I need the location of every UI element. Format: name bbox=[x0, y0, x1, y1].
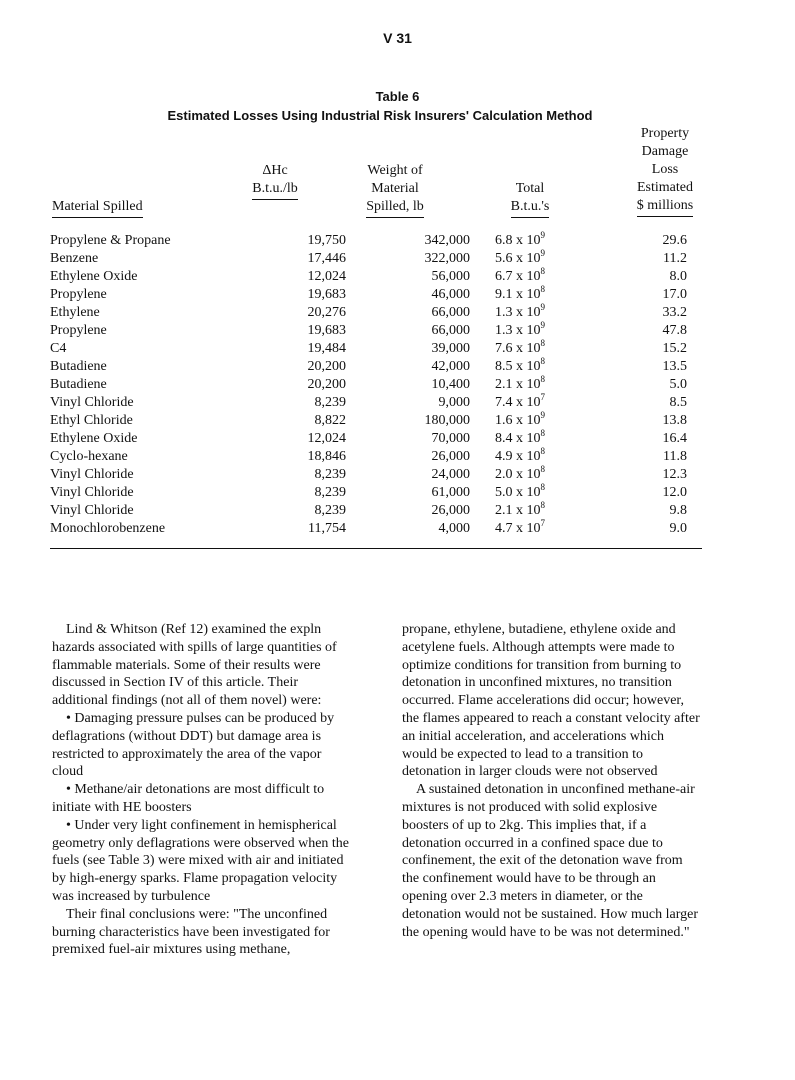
cell-total-mantissa: 2.1 x 10 bbox=[495, 377, 541, 392]
body-paragraph: Lind & Whitson (Ref 12) examined the expln hazards associated with spills of large quantities of flammable materials. Some of their results were discussed in Section IV of this article. Their additional findings (not all of them novel) were: bbox=[52, 622, 337, 709]
header-dh-symbol: ΔHc bbox=[262, 163, 288, 178]
cell-weight: 56,000 bbox=[431, 269, 470, 284]
cell-loss: 9.8 bbox=[669, 503, 687, 518]
cell-total-exponent: 9 bbox=[540, 410, 545, 420]
table-row bbox=[50, 322, 710, 340]
table-row bbox=[50, 412, 710, 430]
cell-weight: 66,000 bbox=[431, 323, 470, 338]
cell-material: Butadiene bbox=[50, 359, 107, 374]
cell-total-mantissa: 5.6 x 10 bbox=[495, 251, 541, 266]
cell-weight: 24,000 bbox=[431, 467, 470, 482]
cell-material: Propylene & Propane bbox=[50, 233, 171, 248]
cell-total-exponent: 8 bbox=[540, 428, 545, 438]
cell-loss: 11.8 bbox=[663, 449, 687, 464]
body-column-right bbox=[402, 621, 702, 941]
header-loss-line1: Property bbox=[640, 126, 690, 141]
cell-loss: 17.0 bbox=[662, 287, 687, 302]
cell-total-btu bbox=[495, 304, 545, 322]
cell-total-btu bbox=[495, 340, 545, 358]
cell-total-exponent: 9 bbox=[540, 248, 545, 258]
table-row bbox=[50, 268, 710, 286]
cell-heat-of-combustion: 19,683 bbox=[307, 287, 346, 302]
cell-total-mantissa: 4.9 x 10 bbox=[495, 449, 541, 464]
body-paragraph: • Under very light confinement in hemispherical geometry only deflagrations were observed when the fuels (see Table 3) were mixed with air and initiated by high-energy sparks. Flame propagation velocity was increased by turbulence bbox=[52, 817, 350, 904]
cell-total-btu bbox=[495, 268, 545, 286]
header-dh-unit: B.t.u./lb bbox=[252, 180, 298, 200]
table-title: Estimated Losses Using Industrial Risk Insurers' Calculation Method bbox=[167, 108, 593, 123]
cell-loss: 9.0 bbox=[669, 521, 687, 536]
cell-loss: 29.6 bbox=[662, 233, 687, 248]
cell-total-mantissa: 2.0 x 10 bbox=[495, 467, 541, 482]
cell-loss: 11.2 bbox=[663, 251, 687, 266]
cell-heat-of-combustion: 8,239 bbox=[314, 503, 346, 518]
cell-heat-of-combustion: 20,200 bbox=[307, 359, 346, 374]
cell-weight: 4,000 bbox=[438, 521, 470, 536]
cell-weight: 46,000 bbox=[431, 287, 470, 302]
cell-total-exponent: 7 bbox=[540, 518, 545, 528]
table-row bbox=[50, 394, 710, 412]
cell-total-btu bbox=[495, 430, 545, 448]
cell-total-btu bbox=[495, 358, 545, 376]
table-row bbox=[50, 358, 710, 376]
cell-weight: 61,000 bbox=[431, 485, 470, 500]
cell-loss: 13.5 bbox=[662, 359, 687, 374]
header-weight-line2: Material bbox=[371, 181, 419, 196]
cell-total-exponent: 8 bbox=[540, 482, 545, 492]
cell-weight: 342,000 bbox=[424, 233, 470, 248]
cell-total-exponent: 8 bbox=[540, 266, 545, 276]
cell-total-btu bbox=[495, 484, 545, 502]
table-row bbox=[50, 520, 710, 538]
cell-heat-of-combustion: 12,024 bbox=[307, 431, 346, 446]
cell-total-exponent: 8 bbox=[540, 374, 545, 384]
cell-total-mantissa: 9.1 x 10 bbox=[495, 287, 541, 302]
cell-material: Vinyl Chloride bbox=[50, 467, 134, 482]
table-label: Table 6 bbox=[375, 89, 420, 104]
cell-material: C4 bbox=[50, 341, 67, 356]
cell-material: Ethylene bbox=[50, 305, 100, 320]
cell-material: Butadiene bbox=[50, 377, 107, 392]
cell-material: Ethylene Oxide bbox=[50, 431, 138, 446]
table-row bbox=[50, 232, 710, 250]
header-total-line2: B.t.u.'s bbox=[511, 198, 550, 218]
cell-weight: 39,000 bbox=[431, 341, 470, 356]
cell-material: Cyclo-hexane bbox=[50, 449, 128, 464]
cell-heat-of-combustion: 19,750 bbox=[307, 233, 346, 248]
cell-loss: 8.0 bbox=[669, 269, 687, 284]
cell-total-exponent: 9 bbox=[540, 302, 545, 312]
cell-loss: 15.2 bbox=[662, 341, 687, 356]
table-row bbox=[50, 448, 710, 466]
cell-total-mantissa: 5.0 x 10 bbox=[495, 485, 541, 500]
cell-weight: 10,400 bbox=[431, 377, 470, 392]
cell-loss: 5.0 bbox=[669, 377, 687, 392]
cell-loss: 33.2 bbox=[662, 305, 687, 320]
cell-total-btu bbox=[495, 286, 545, 304]
header-material-spilled bbox=[52, 198, 143, 218]
header-loss-line2: Damage bbox=[641, 144, 689, 159]
table-row bbox=[50, 376, 710, 394]
cell-total-btu bbox=[495, 322, 545, 340]
table-row bbox=[50, 286, 710, 304]
cell-material: Ethyl Chloride bbox=[50, 413, 133, 428]
cell-material: Vinyl Chloride bbox=[50, 503, 134, 518]
cell-material: Benzene bbox=[50, 251, 99, 266]
cell-total-mantissa: 7.6 x 10 bbox=[495, 341, 541, 356]
header-weight bbox=[345, 162, 445, 218]
cell-heat-of-combustion: 19,484 bbox=[307, 341, 346, 356]
body-paragraph: Their final conclusions were: "The unconfined burning characteristics have been investigated for premixed fuel-air mixtures using methane, bbox=[52, 906, 330, 958]
cell-total-btu bbox=[495, 394, 545, 412]
cell-heat-of-combustion: 20,276 bbox=[307, 305, 346, 320]
cell-total-btu bbox=[495, 412, 545, 430]
cell-material: Vinyl Chloride bbox=[50, 395, 134, 410]
cell-heat-of-combustion: 17,446 bbox=[307, 251, 346, 266]
cell-total-exponent: 8 bbox=[540, 464, 545, 474]
table-row bbox=[50, 340, 710, 358]
body-paragraph: • Methane/air detonations are most difficult to initiate with HE boosters bbox=[52, 782, 325, 815]
table-row bbox=[50, 502, 710, 520]
cell-total-btu bbox=[495, 376, 545, 394]
cell-loss: 47.8 bbox=[662, 323, 687, 338]
cell-total-btu bbox=[495, 448, 545, 466]
body-paragraph: propane, ethylene, butadiene, ethylene oxide and acetylene fuels. Although attempts were made to optimize conditions for transition from burning to detonation in unconfined mixtures, no transition occurred. Flame accelerations did occur; however, the flames appeared to reach a constant velocity after an initial acceleration, and accelerations which would be expected to lead to a transition to detonation in larger clouds were not observed bbox=[402, 622, 700, 780]
cell-total-mantissa: 1.3 x 10 bbox=[495, 323, 541, 338]
cell-heat-of-combustion: 19,683 bbox=[307, 323, 346, 338]
cell-total-btu bbox=[495, 232, 545, 250]
cell-heat-of-combustion: 8,239 bbox=[314, 395, 346, 410]
cell-total-mantissa: 1.6 x 10 bbox=[495, 413, 541, 428]
header-loss-line5: $ millions bbox=[637, 197, 693, 217]
cell-total-mantissa: 7.4 x 10 bbox=[495, 395, 541, 410]
cell-total-mantissa: 6.8 x 10 bbox=[495, 233, 541, 248]
table-bottom-rule bbox=[50, 548, 702, 549]
cell-total-mantissa: 2.1 x 10 bbox=[495, 503, 541, 518]
cell-loss: 12.0 bbox=[662, 485, 687, 500]
cell-total-exponent: 9 bbox=[540, 320, 545, 330]
cell-material: Monochlorobenzene bbox=[50, 521, 166, 536]
cell-heat-of-combustion: 8,239 bbox=[314, 467, 346, 482]
cell-total-mantissa: 1.3 x 10 bbox=[495, 305, 541, 320]
cell-loss: 8.5 bbox=[669, 395, 687, 410]
table-row bbox=[50, 466, 710, 484]
cell-total-mantissa: 8.4 x 10 bbox=[495, 431, 541, 446]
cell-heat-of-combustion: 18,846 bbox=[307, 449, 346, 464]
table-row bbox=[50, 430, 710, 448]
cell-material: Ethylene Oxide bbox=[50, 269, 138, 284]
cell-total-exponent: 8 bbox=[540, 338, 545, 348]
cell-heat-of-combustion: 8,822 bbox=[314, 413, 346, 428]
body-paragraph: A sustained detonation in unconfined methane-air mixtures is not produced with solid explosive boosters of up to 2kg. This implies that, if a detonation occurred in a confined space due to confinement, the exit of the detonation wave from the confinement would have to be through an opening over 2.3 meters in diameter, or the detonation would not be sustained. How much larger the opening would have to be was not determined." bbox=[402, 782, 699, 940]
cell-total-exponent: 9 bbox=[540, 230, 545, 240]
header-total-line1: Total bbox=[515, 181, 545, 196]
cell-weight: 70,000 bbox=[431, 431, 470, 446]
cell-material: Propylene bbox=[50, 323, 107, 338]
cell-weight: 180,000 bbox=[424, 413, 470, 428]
cell-heat-of-combustion: 11,754 bbox=[308, 521, 346, 536]
table-row bbox=[50, 304, 710, 322]
cell-total-exponent: 8 bbox=[540, 446, 545, 456]
cell-loss: 12.3 bbox=[662, 467, 687, 482]
header-property-loss bbox=[620, 125, 710, 217]
table-row bbox=[50, 250, 710, 268]
cell-material: Propylene bbox=[50, 287, 107, 302]
cell-weight: 9,000 bbox=[438, 395, 470, 410]
cell-total-btu bbox=[495, 250, 545, 268]
cell-weight: 26,000 bbox=[431, 449, 470, 464]
cell-total-mantissa: 4.7 x 10 bbox=[495, 521, 541, 536]
cell-total-btu bbox=[495, 520, 545, 538]
header-weight-line1: Weight of bbox=[367, 163, 423, 178]
table-row bbox=[50, 484, 710, 502]
cell-weight: 26,000 bbox=[431, 503, 470, 518]
cell-total-mantissa: 6.7 x 10 bbox=[495, 269, 541, 284]
header-material-label: Material Spilled bbox=[52, 198, 143, 218]
cell-total-exponent: 8 bbox=[540, 284, 545, 294]
cell-weight: 322,000 bbox=[424, 251, 470, 266]
cell-total-exponent: 7 bbox=[540, 392, 545, 402]
body-column-left bbox=[52, 621, 352, 959]
body-paragraph: • Damaging pressure pulses can be produced by deflagrations (without DDT) but damage area is restricted to approximately the area of the vapor cloud bbox=[52, 710, 335, 780]
header-weight-line3: Spilled, lb bbox=[366, 198, 424, 218]
cell-total-exponent: 8 bbox=[540, 356, 545, 366]
cell-total-btu bbox=[495, 502, 545, 520]
cell-loss: 13.8 bbox=[662, 413, 687, 428]
cell-material: Vinyl Chloride bbox=[50, 485, 134, 500]
cell-total-btu bbox=[495, 466, 545, 484]
cell-total-exponent: 8 bbox=[540, 500, 545, 510]
header-total-btu bbox=[485, 180, 575, 218]
cell-weight: 66,000 bbox=[431, 305, 470, 320]
cell-heat-of-combustion: 20,200 bbox=[307, 377, 346, 392]
table-body bbox=[50, 232, 710, 538]
header-heat-of-combustion bbox=[235, 162, 315, 200]
page-header: V 31 bbox=[383, 30, 412, 46]
header-loss-line3: Loss bbox=[651, 162, 679, 177]
cell-total-mantissa: 8.5 x 10 bbox=[495, 359, 541, 374]
cell-weight: 42,000 bbox=[431, 359, 470, 374]
cell-heat-of-combustion: 12,024 bbox=[307, 269, 346, 284]
cell-loss: 16.4 bbox=[662, 431, 687, 446]
header-loss-line4: Estimated bbox=[637, 180, 693, 195]
cell-heat-of-combustion: 8,239 bbox=[314, 485, 346, 500]
